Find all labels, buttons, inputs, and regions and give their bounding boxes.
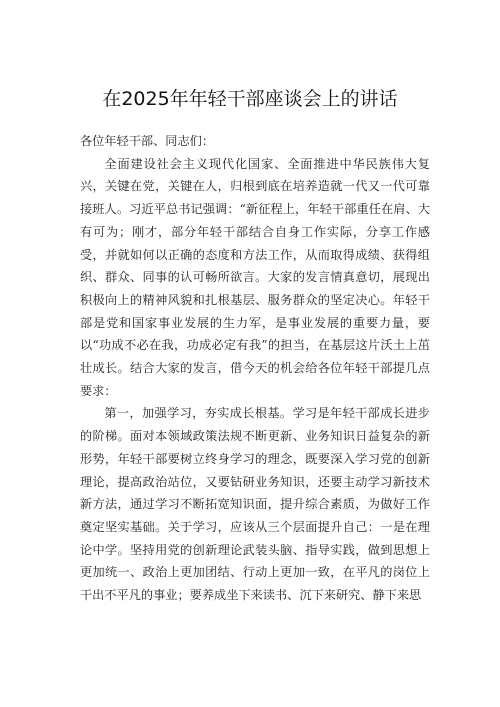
document-title: 在2025年年轻干部座谈会上的讲话 [102,88,398,110]
salutation: 各位年轻干部、同志们： [80,134,215,148]
document-body [80,124,430,607]
paragraph-first-point: 第一，加强学习，夯实成长根基。学习是年轻干部成长进步的阶梯。面对本领域政策法规不断更新、业务知识日益复杂的新形势，年轻干部要树立终身学习的理念，既要深入学习党的创新理论，提高政治站位，又要钻研业务知识，还要主动学习新技术新方法，通过学习不断拓宽知识面，提升综合素质，为做好工作奠定坚实基础。关于学习，应该从三个层面提升自己：一是在理论中学。坚持用党的创新理论武装头脑、指导实践，做到思想上更加统一、政治上更加团结、行动上更加一致，在平凡的岗位上干出不平凡的事业；要养成坐下来读书、沉下来研究、静下来思 [80,406,430,603]
paragraph-intro: 全面建设社会主义现代化国家、全面推进中华民族伟大复兴，关键在党，关键在人，归根到底在培养造就一代又一代可靠接班人。习近平总书记强调：“新征程上，年轻干部重任在肩、大有可为；刚才，部分年轻干部结合自身工作实际，分享工作感受，并就如何以正确的态度和方法工作，从而取得成绩、获得组织、群众、同事的认可畅所欲言。大家的发言情真意切，展现出积极向上的精神风貌和扎根基层、服务群众的坚定决心。年轻干部是党和国家事业发展的生力军，是事业发展的重要力量，要以“功成不必在我，功成必定有我”的担当，在基层这片沃土上茁壮成长。结合大家的发言，借今天的机会给各位年轻干部提几点要求： [80,156,430,398]
